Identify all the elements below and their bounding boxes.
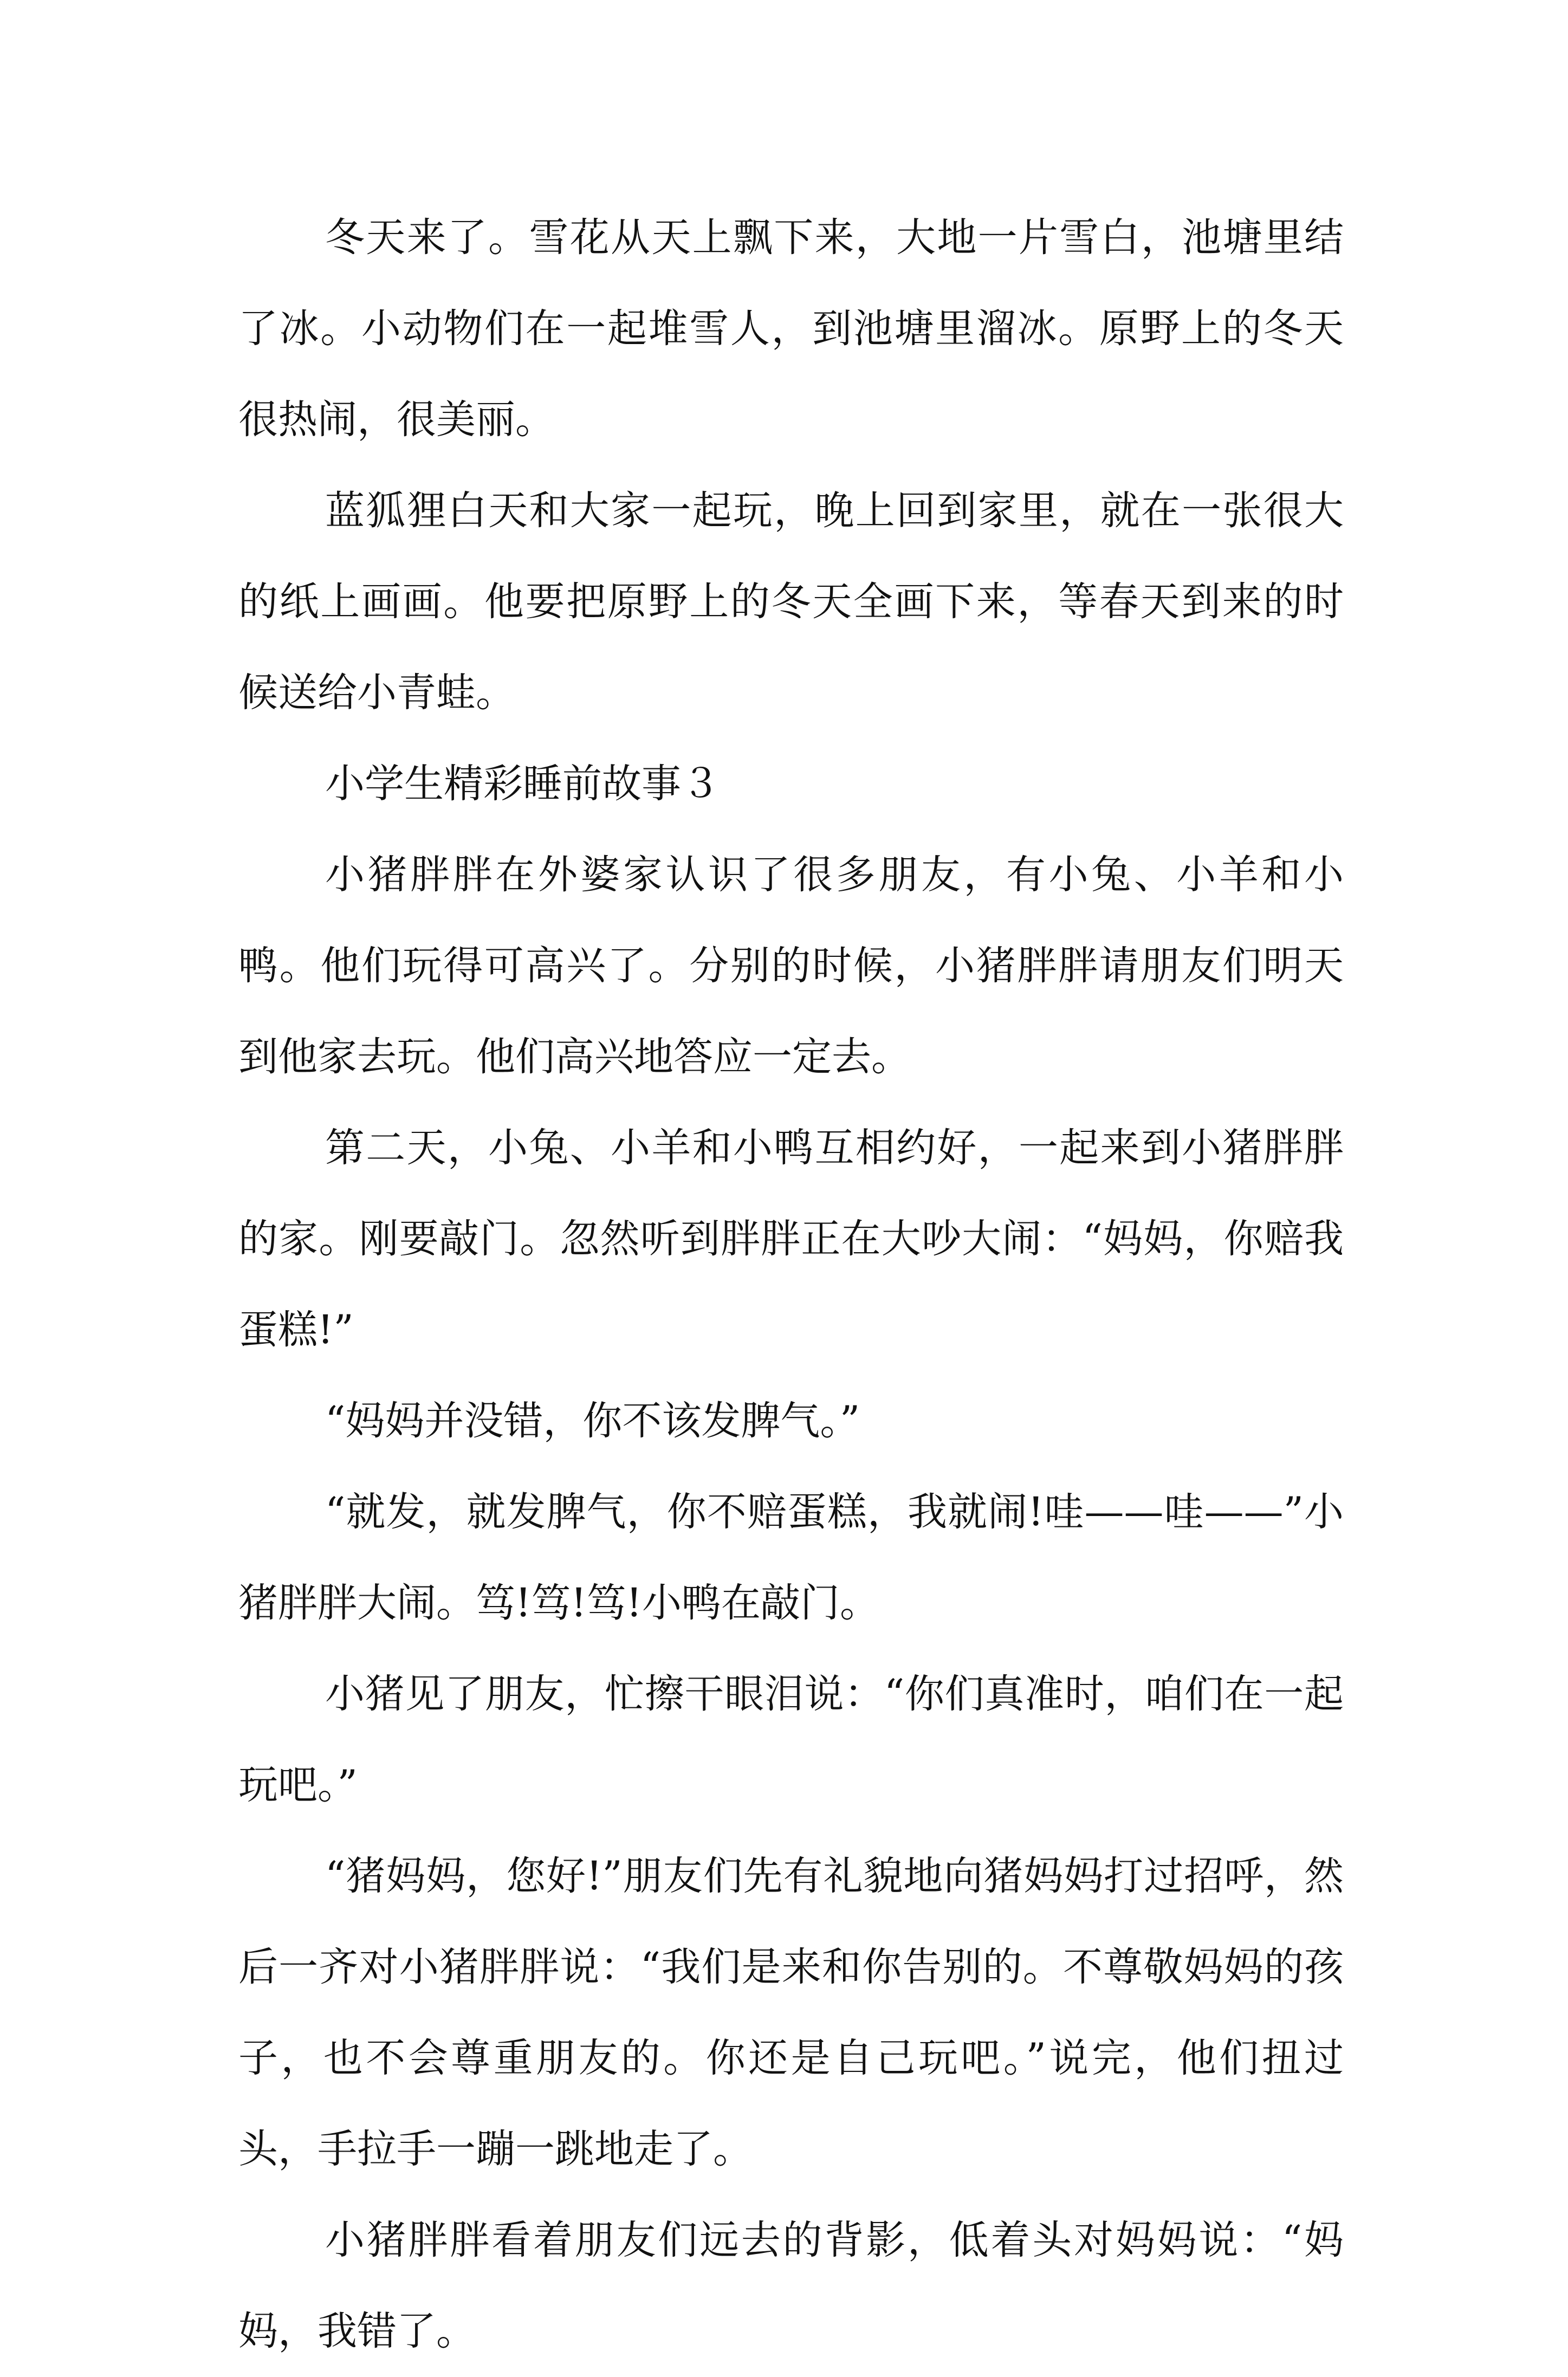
paragraph-piggy-friends: 小猪胖胖在外婆家认识了很多朋友，有小兔、小羊和小鸭。他们玩得可高兴了。分别的时候，小猪胖胖请朋友们明天到他家去玩。他们高兴地答应一定去。 — [238, 852, 1344, 1080]
paragraph-farewell: “猪妈妈，您好!”朋友们先有礼貌地向猪妈妈打过招呼，然后一齐对小猪胖胖说：“我们是来和你告别的。不尊敬妈妈的孩子，也不会尊重朋友的。你还是自己玩吧。”说完，他们扭过头，手拉手一蹦一跳地走了。 — [238, 1853, 1344, 2172]
document-body — [238, 192, 1344, 2377]
paragraph-apology: 小猪胖胖看着朋友们远去的背影，低着头对妈妈说：“妈妈，我错了。 — [238, 2217, 1344, 2354]
paragraph-winter-scene: 冬天来了。雪花从天上飘下来，大地一片雪白，池塘里结了冰。小动物们在一起堆雪人，到池塘里溜冰。原野上的冬天很热闹，很美丽。 — [238, 215, 1344, 443]
story-heading: 小学生精彩睡前故事３ — [325, 761, 721, 807]
paragraph-next-day: 第二天，小兔、小羊和小鸭互相约好，一起来到小猪胖胖的家。刚要敲门。忽然听到胖胖正在大吵大闹：“妈妈，你赔我蛋糕!” — [238, 1125, 1344, 1353]
paragraph-tantrum: “就发，就发脾气，你不赔蛋糕，我就闹!哇——哇——”小猪胖胖大闹。笃!笃!笃!小鸭在敲门。 — [238, 1489, 1344, 1626]
paragraph-greeting: 小猪见了朋友，忙擦干眼泪说：“你们真准时，咱们在一起玩吧。” — [238, 1671, 1344, 1808]
paragraph-blue-fox: 蓝狐狸白天和大家一起玩，晚上回到家里，就在一张很大的纸上画画。他要把原野上的冬天全画下来，等春天到来的时候送给小青蛙。 — [238, 488, 1344, 716]
paragraph-mother-reply: “妈妈并没错，你不该发脾气。” — [325, 1398, 860, 1444]
